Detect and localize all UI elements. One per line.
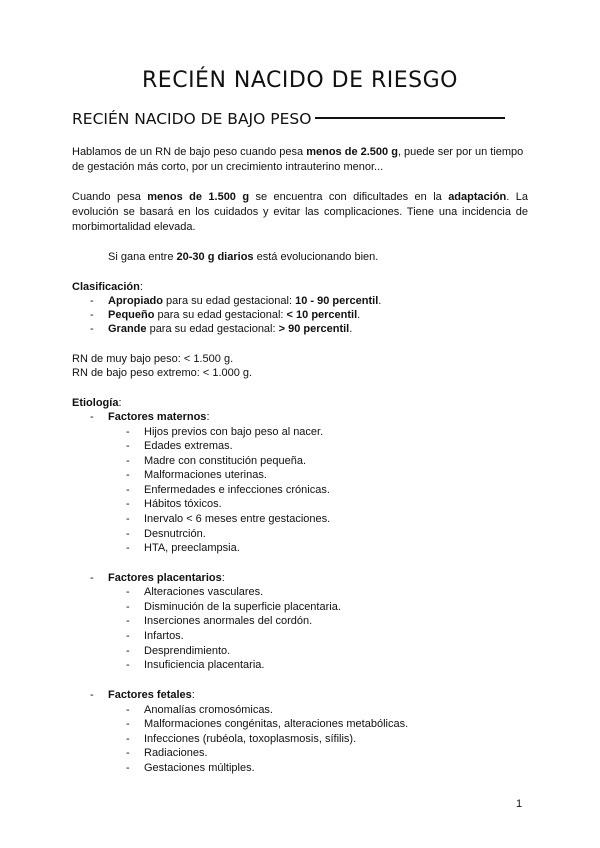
list-item-text: Desprendimiento. <box>144 645 231 657</box>
intro-paragraph-1 <box>72 145 528 175</box>
page-number: 1 <box>516 798 523 810</box>
list-item-text: Disminución de la superficie placentaria. <box>144 601 341 613</box>
clasificacion-colon: : <box>139 281 143 293</box>
bullet-dash: - <box>126 586 130 598</box>
etiologia-heading <box>72 396 122 411</box>
intro-paragraph-3 <box>108 250 378 265</box>
bullet-dash: - <box>126 762 130 774</box>
item-text: para su edad gestacional: <box>163 295 296 307</box>
bullet-dash: - <box>126 718 130 730</box>
p1-bold: menos de 2.500 g <box>306 146 398 158</box>
p2-text-e: . La evolución se basará en los cuidados y evitar las complicaciones. Tiene una incidencia de morbimortalidad elevada. <box>72 191 528 233</box>
item-period: . <box>378 295 382 307</box>
page-title: RECIÉN NACIDO DE RIESGO <box>142 68 458 93</box>
list-item-text: Edades extremas. <box>144 440 233 452</box>
item-bold: Grande <box>108 323 147 335</box>
list-item-text: Hábitos tóxicos. <box>144 498 222 510</box>
bullet-dash: - <box>126 630 130 642</box>
p2-text-a: Cuando pesa <box>72 191 148 203</box>
clasificacion-heading <box>72 280 143 295</box>
bullet-dash: - <box>90 689 94 701</box>
item-bold-value: > 90 percentil <box>278 323 350 335</box>
bullet-dash: - <box>90 411 94 423</box>
list-item-text: Gestaciones múltiples. <box>144 762 255 774</box>
bullet-dash: - <box>126 455 130 467</box>
group-colon: : <box>206 411 210 423</box>
etiologia-heading-text: Etiología <box>72 397 119 409</box>
list-item-text: Infecciones (rubéola, toxoplasmosis, sífilis). <box>144 733 357 745</box>
bullet-dash: - <box>126 469 130 481</box>
list-item-text: Hijos previos con bajo peso al nacer. <box>144 426 324 438</box>
p3-text-a: Si gana entre <box>108 251 177 263</box>
group-label: Factores maternos <box>108 411 207 423</box>
group-colon: : <box>191 689 195 701</box>
bullet-dash: - <box>90 323 94 335</box>
item-text: para su edad gestacional: <box>154 309 287 321</box>
bullet-dash: - <box>126 440 130 452</box>
bullet-dash: - <box>126 615 130 627</box>
list-item-text: Alteraciones vasculares. <box>144 586 264 598</box>
bullet-dash: - <box>126 498 130 510</box>
bullet-dash: - <box>90 309 94 321</box>
item-period: . <box>357 309 361 321</box>
bullet-dash: - <box>126 747 130 759</box>
bullet-dash: - <box>126 645 130 657</box>
list-item-text: HTA, preeclampsia. <box>144 542 240 554</box>
item-bold: Apropiado <box>108 295 163 307</box>
section-subtitle <box>72 110 505 128</box>
p2-bold-adaptacion: adaptación <box>448 191 507 203</box>
bullet-dash: - <box>90 572 94 584</box>
p2-text-c: se encuentra con dificultades en la <box>249 191 449 203</box>
weight-line-1: RN de muy bajo peso: < 1.500 g. <box>72 353 234 365</box>
item-bold-value: 10 - 90 percentil <box>295 295 379 307</box>
p3-bold: 20-30 g diarios <box>176 251 254 263</box>
list-item-text: Infartos. <box>144 630 184 642</box>
list-item-text: Inervalo < 6 meses entre gestaciones. <box>144 513 331 525</box>
p1-text-c: , puede ser por un tiempo de gestación más corto, por un crecimiento intrauterino menor... <box>72 146 524 173</box>
etiologia-colon: : <box>118 397 122 409</box>
clasificacion-heading-text: Clasificación <box>72 281 140 293</box>
bullet-dash: - <box>126 426 130 438</box>
p2-bold-weight: menos de 1.500 g <box>147 191 250 203</box>
list-item-text: Madre con constitución pequeña. <box>144 455 307 467</box>
bullet-dash: - <box>126 513 130 525</box>
list-item-text: Enfermedades e infecciones crónicas. <box>144 484 330 496</box>
item-bold-value: < 10 percentil <box>286 309 358 321</box>
bullet-dash: - <box>126 704 130 716</box>
bullet-dash: - <box>90 295 94 307</box>
list-item-text: Inserciones anormales del cordón. <box>144 615 313 627</box>
bullet-dash: - <box>126 601 130 613</box>
bullet-dash: - <box>126 528 130 540</box>
item-period: . <box>349 323 353 335</box>
bullet-dash: - <box>126 733 130 745</box>
p3-text-c: está evolucionando bien. <box>253 251 379 263</box>
intro-paragraph-2 <box>72 190 528 235</box>
list-item-text: Anomalías cromosómicas. <box>144 704 273 716</box>
list-item-text: Insuficiencia placentaria. <box>144 659 265 671</box>
subtitle-rule <box>315 117 505 119</box>
list-item-text: Radiaciones. <box>144 747 208 759</box>
item-bold: Pequeño <box>108 309 155 321</box>
section-subtitle-text: RECIÉN NACIDO DE BAJO PESO <box>72 110 312 128</box>
weight-line-2: RN de bajo peso extremo: < 1.000 g. <box>72 367 253 379</box>
item-text: para su edad gestacional: <box>146 323 279 335</box>
group-colon: : <box>221 572 225 584</box>
list-item-text: Malformaciones uterinas. <box>144 469 267 481</box>
bullet-dash: - <box>126 484 130 496</box>
bullet-dash: - <box>126 659 130 671</box>
list-item-text: Malformaciones congénitas, alteraciones metabólicas. <box>144 718 409 730</box>
bullet-dash: - <box>126 542 130 554</box>
p1-text-a: Hablamos de un RN de bajo peso cuando pesa <box>72 146 307 158</box>
group-label: Factores fetales <box>108 689 192 701</box>
group-label: Factores placentarios <box>108 572 222 584</box>
list-item-text: Desnutrción. <box>144 528 206 540</box>
